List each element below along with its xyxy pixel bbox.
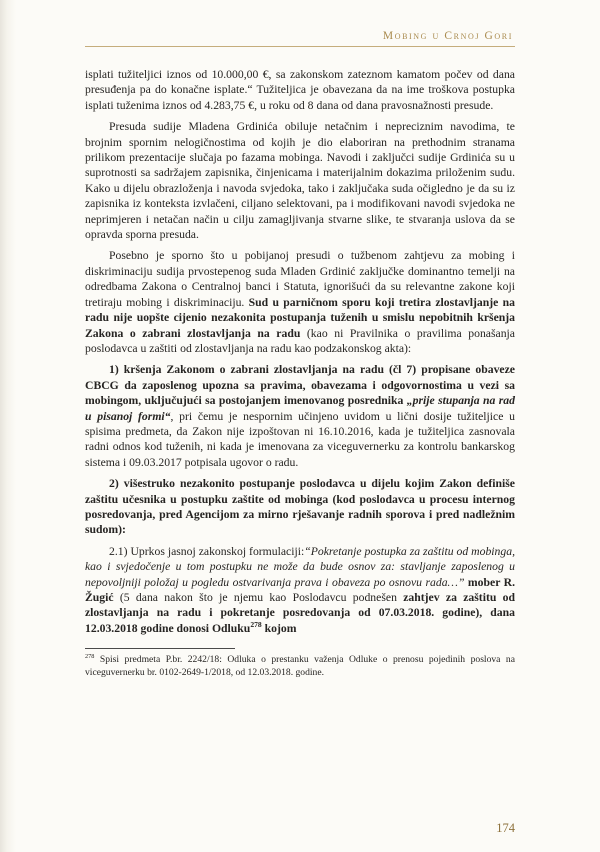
paragraph bbox=[85, 119, 515, 242]
footnote-block bbox=[85, 648, 515, 679]
running-header-title: Mobing u Crnoj Gori bbox=[382, 30, 513, 42]
text-segment: mober R. Žugić bbox=[85, 575, 515, 604]
header-rule bbox=[85, 46, 515, 47]
text-segment: , pri čemu je nespornim učinjeno uvidom u lični dosije tužiteljice u spisima predmeta, da Zakon nije izpoštovan ni 16.10.2016, kada je tužiteljica zasnovala radni odnos kod tuženih, ni kada je imenovana za viceguvernerku za kontrolu bankarskog sistema i 09.03.2017 potpisala ugovor o radu. bbox=[85, 409, 515, 469]
text-segment: (kao ni Pravilnika o pravilima ponašanja poslodavca u zaštiti od zlostavljanja na radu kao podzakonskog akta): bbox=[85, 326, 515, 355]
text-segment: kojom bbox=[261, 621, 297, 635]
text-segment: 278 bbox=[85, 653, 95, 661]
text-segment: 2) višestruko nezakonito postupanje poslodavca u dijelu kojim Zakon definiše zaštitu učesnika u postupku zaštite od mobinga (kod poslodavca u procesu internog posredovanja, pred Agencijom za mirno rješavanje radnih sporova i pred nadležnim sudom): bbox=[85, 477, 515, 537]
text-segment: zahtjev za zaštitu od zlostavljanja na radu i pokretanje posredovanja od 07.03.2018. godine), dana 12.03.2018 godine donosi Odluku bbox=[85, 591, 515, 635]
page-number: 174 bbox=[496, 821, 515, 835]
text-segment: Sud u parničnom sporu koji tretira zlostavljanje na radu nije uopšte cijenio nezakonita postupanja tuženih u smislu nepobitnih kršenja Zakona o zabrani zlostavljanja na radu bbox=[85, 295, 516, 340]
paragraph bbox=[85, 476, 515, 538]
page-body bbox=[85, 67, 515, 636]
page-header bbox=[85, 30, 515, 47]
text-segment: 278 bbox=[250, 619, 262, 629]
paragraph bbox=[85, 544, 515, 636]
paragraph bbox=[85, 67, 515, 113]
text-segment: Spisi predmeta P.br. 2242/18: Odluka o prestanku važenja Odluke o prenosu pojedinih poslova na viceguvernerku br. 0102-2649-1/2018, od 12.03.2018. godine. bbox=[85, 654, 515, 679]
paragraph bbox=[85, 362, 515, 470]
text-segment: 2.1) Uprkos jasnoj zakonskoj formulaciji: bbox=[109, 544, 305, 558]
footnote-text bbox=[85, 653, 515, 679]
text-segment: Presuda sudije Mladena Grdinića obiluje netačnim i nepreciznim navodima, te brojnim spornim nelogičnostima od kojih je dio elaboriran na prethodnim stranama prilikom prezentacije slučaja po fazama mobinga. Navodi i zaključci sudije Grdinića su u suprotnosti sa sadržajem zapisnika, činjenicama i materijalnim dokazima priloženim sudu. Kako u dijelu obrazloženja i navoda svjedoka, tako i zaključaka suda očigledno je da su iz zapisnika iz konteksta izvlačeni, ciljano selektovani, pa i modifikovani navodi svjedoka ne neprimjeren i netačan način u cilju zamagljivanja stvarne slike, te stvaranja uslova da se opravda sporna presuda. bbox=[85, 120, 515, 242]
footnote-rule bbox=[85, 648, 235, 649]
text-segment: Posebno je sporno što u pobijanoj presudi o tužbenom zahtjevu za mobing i diskriminaciju sudija prvostepenog suda Mladen Grdinić zaključke dominantno temelji na odredbama Zakona o Centralnoj banci i Statuta, ignorišući da su relevantne zakone koji tretiraju mobing i diskriminaciju. bbox=[85, 249, 515, 309]
text-segment: “Pokretanje postupka za zaštitu od mobinga, kao i svjedočenje u tom postupku ne može da bude osnov za: stavljanje zaposlenog u nepovoljniji položaj u pogledu ostvarivanja prava i obaveza po osnovu rada…” bbox=[85, 544, 515, 589]
text-segment: „prije stupanja na rad u pisanoj formi“ bbox=[85, 394, 515, 423]
paragraph bbox=[85, 248, 515, 356]
text-segment: 1) kršenja Zakonom o zabrani zlostavljanja na radu (čl 7) propisane obaveze CBCG da zaposlenog upozna sa pravima, obavezama i odgovornostima u vezi sa mobingom, uključujući sa postojanjem imenovanog posrednika bbox=[85, 363, 515, 408]
text-segment: isplati tužiteljici iznos od 10.000,00 €, sa zakonskom zateznom kamatom počev od dana presuđenja pa do konačne isplate.“ Tužiteljica je obavezana da na ime troškova postupka isplati tuženima iznos od 4.283,75 €, u roku od 8 dana od dana pravosnažnosti presude. bbox=[85, 68, 515, 112]
text-segment: (5 dana nakon što je njemu kao Poslodavcu podnešen bbox=[119, 591, 404, 604]
